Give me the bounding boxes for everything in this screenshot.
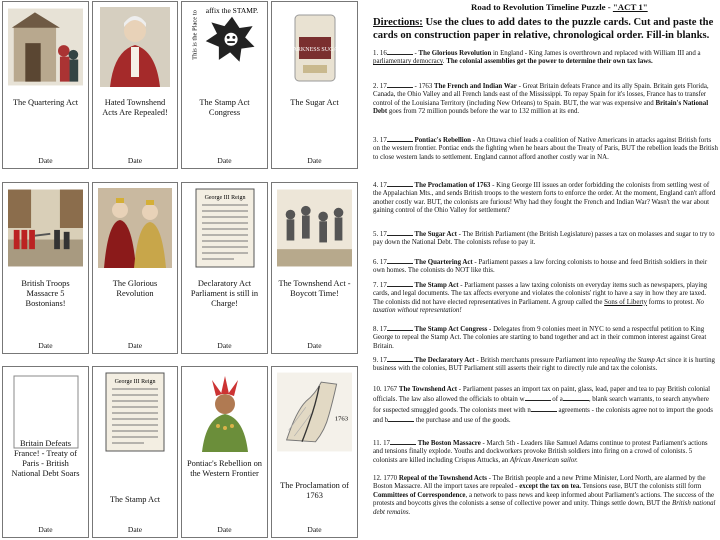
clue-item — [373, 280, 718, 316]
card-date: Date — [217, 525, 232, 534]
card-date: Date — [307, 156, 322, 165]
card-date: Date — [38, 156, 53, 165]
clue-text: of a — [550, 396, 563, 404]
clue-number: 6. 17 — [373, 259, 387, 266]
card-caption: British Troops Massacre 5 Bostonians! — [21, 279, 70, 308]
stamp-top-text: affix the STAMP. — [205, 6, 259, 16]
clue-text: , a network to pass news and keep informed about Parliament's actions. The success of the protests and boycotts gives the colonists a sense of collective power and unity. Things settle down, BUT the — [373, 491, 715, 508]
clue-text: - Parliament passes an import tax on paint, glass, lead, paper and tea to pay British colonial officials. The law also allowed the officials to obtain w — [373, 386, 711, 404]
card-caption: Britain Defeats France! - Treaty of Paris - British National Debt Soars — [11, 439, 80, 478]
clue-number: 12. 1770 — [373, 475, 398, 482]
clue-item — [373, 386, 718, 426]
clue-item — [373, 438, 718, 465]
clue-text: - The British Parliament (the British Legislature) passes a tax on molasses and sugar to try to pay down the National Debt. The colonists refuse to pay it. — [373, 231, 715, 247]
clue-text: - — [412, 50, 419, 57]
fill-in-blank[interactable] — [387, 81, 413, 88]
massacre-icon — [8, 187, 83, 269]
clue-emphasis: British national debt remains. — [373, 500, 716, 516]
document-icon — [98, 371, 172, 453]
card-caption: The Proclamation of 1763 — [280, 481, 349, 500]
page-title — [471, 2, 648, 12]
fill-in-blank[interactable] — [387, 180, 413, 187]
clue-text: - British merchants pressure Parliament into — [474, 357, 600, 364]
clue-item — [373, 229, 718, 248]
clue-event: The Quartering Act — [414, 259, 473, 266]
clue-number: 10. 1767 — [373, 386, 398, 393]
card-caption: The Sugar Act — [290, 98, 339, 107]
card-boston-massacre[interactable] — [2, 182, 89, 354]
clue-number: 1. 16 — [373, 50, 387, 57]
card-date: Date — [307, 525, 322, 534]
clue-event: Britain's National Debt — [373, 99, 709, 116]
card-townshend-boycott[interactable] — [271, 182, 358, 354]
chief-icon — [187, 371, 262, 453]
clue-text: - The British people and a new Prime Minister, Lord North, are alarmed by the Boston Massacre. All the import taxes are repealed - — [373, 475, 706, 491]
card-glorious-revolution[interactable] — [92, 182, 178, 354]
clue-text: - Parliament passes a law taxing colonists on everyday items such as newspapers, playing cards, and legal documents. The tax affects everyone and violates the colonists' right to have a say in how they are taxed. The colonists did not have elected representatives in Parliament. A group called the — [373, 282, 708, 306]
clue-number: 11. 17 — [373, 440, 390, 447]
clue-event: The Sugar Act — [414, 231, 457, 238]
clue-item — [373, 135, 718, 162]
card-date: Date — [307, 341, 322, 350]
fill-in-blank[interactable] — [525, 394, 551, 401]
card-treaty-of-paris[interactable] — [2, 366, 89, 538]
clue-number: 7. 17 — [373, 282, 387, 289]
clue-event: The Boston Massacre — [417, 440, 481, 447]
proclamation-header: George III Reign — [204, 195, 245, 201]
sugar-bag-label: HARKNESS SUGAR — [287, 47, 342, 53]
card-stamp-act-congress[interactable] — [181, 1, 268, 169]
clue-event: except the tax on tea. — [519, 483, 581, 491]
map-icon — [277, 371, 352, 453]
card-declaratory-act[interactable] — [181, 182, 268, 354]
clue-text: - March 5th - Leaders like Samuel Adams continue to protest Parliament's actions and tensions finally explode. Youths and dockworkers provoke British soldiers into firing on a crowd of colonists. 5 colonists are killed including Crispus Attucks, an — [373, 440, 708, 464]
stamp-icon — [187, 2, 262, 84]
card-date: Date — [217, 341, 232, 350]
clue-item — [373, 81, 718, 117]
directions-text: Use the clues to add dates to the puzzle cards. Cut and paste the cards on construction paper in relative, chronological order. Fill-in blanks. — [373, 17, 714, 41]
clue-text: - Parliament passes a law forcing colonists to house and feed British soldiers in their own homes. The colonists do NOT like this. — [373, 259, 708, 275]
card-stamp-act[interactable] — [92, 366, 178, 538]
card-date: Date — [38, 341, 53, 350]
document-header: George III Reign — [114, 379, 156, 385]
clue-text: - An Ottawa chief leads a coalition of Native Americans in attacks against British forts on the western frontier. Pontiac ends the fighting when he hears about the Treaty of Paris, BUT the rebellion leads the British to close western lands to settlement. England cannot afford another costly war in NA. — [373, 137, 718, 161]
clue-text: - King George III issues an order forbidding the colonists from settling west of the Appalachian Mts., and sends British troops to the western forts to enforce the order. At the moment, England can't afford another costly war. BUT, the colonists are furious! Why had they fought the French and Indian War? Wasn't the war about gaining control of the Ohio Valley for settlement? — [373, 182, 716, 215]
clue-text: agreements - the colonists agree not to import the goods and b — [373, 406, 713, 425]
clue-emphasis: African American sailor. — [510, 456, 578, 464]
card-date: Date — [38, 525, 53, 534]
clue-emphasis: No taxation without representation! — [373, 298, 704, 315]
clue-event: Repeal of the Townshend Acts — [398, 475, 487, 482]
clue-emphasis: repealing the Stamp Act — [599, 357, 666, 364]
clue-text: - Great Britain defeats France and its ally Spain. Britain gets Florida, Canada, the Ohio Valley and all French lands east of the Mississippi. To repay Spain for it's losses, France has to transfer control of the Louisiana Territory (including New Orleans) to Spain. BUT, the war was expensive and — [373, 83, 709, 107]
clue-text: - Delegates from 9 colonies meet in NYC to send a respectful petition to King George to repeal the Stamp Act. The colonies are starting to band together and act in their common interest against Great Britain. — [373, 326, 707, 350]
fill-in-blank[interactable] — [388, 415, 414, 422]
card-townshend-repealed[interactable] — [92, 1, 178, 169]
clue-event: The Townshend Act — [398, 386, 458, 393]
fill-in-blank[interactable] — [387, 355, 413, 362]
clue-text: since it is hurting business with the colonies, BUT Parliament still asserts their right to directly rule and tax the colonists. — [373, 357, 715, 373]
fill-in-blank[interactable] — [387, 229, 413, 236]
clue-text: in England - King James is overthrown and replaced with William III and a — [491, 50, 701, 57]
clue-event: The Stamp Act — [414, 282, 459, 289]
clue-term: parliamentary democracy — [373, 58, 443, 66]
card-caption: The Stamp Act Congress — [199, 98, 250, 117]
colonial-home-icon — [8, 6, 83, 88]
fill-in-blank[interactable] — [390, 438, 416, 445]
cartoon-icon — [277, 187, 352, 269]
card-date: Date — [127, 341, 143, 350]
clue-term: Sons of Liberty — [604, 298, 648, 306]
clue-text: Tensions ease, BUT the colonists still form — [581, 483, 702, 491]
portrait-icon — [98, 6, 172, 88]
clue-event: Pontiac's Rebellion — [414, 137, 471, 144]
card-quartering-act[interactable] — [2, 1, 89, 169]
card-caption: Pontiac's Rebellion on the Western Frontier — [186, 459, 262, 478]
card-caption: The Stamp Act — [109, 495, 161, 504]
title-act: "ACT 1" — [612, 2, 648, 12]
map-year-label: 1763 — [334, 415, 349, 423]
king-queen-icon — [98, 187, 172, 269]
card-date: Date — [127, 156, 143, 165]
fill-in-blank[interactable] — [387, 280, 413, 287]
clue-text: , blank search warrants, to search anywhere for suspected smuggled goods. The colonists meet with n — [373, 396, 709, 414]
card-caption: The Glorious Revolution — [112, 279, 158, 298]
sugar-bag-icon — [277, 6, 352, 88]
card-caption: The Quartering Act — [12, 98, 79, 107]
fill-in-blank[interactable] — [387, 135, 413, 142]
card-caption: Declaratory Act Parliament is still in Charge! — [190, 279, 259, 308]
card-date: Date — [217, 156, 232, 165]
clue-number: 4. 17 — [373, 182, 387, 189]
card-date: Date — [127, 525, 143, 534]
fill-in-blank[interactable] — [387, 257, 413, 264]
clue-event: Committees of Correspondence — [373, 491, 466, 499]
clue-number: 2. 17 — [373, 83, 387, 90]
clue-item — [373, 48, 718, 67]
directions — [373, 16, 716, 42]
clue-item — [373, 475, 718, 517]
clue-number: 3. 17 — [373, 137, 387, 144]
clue-text: . — [442, 58, 447, 66]
card-sugar-act[interactable] — [271, 1, 358, 169]
clue-text: goes from 72 million pounds before the war to 132 million at its end. — [387, 108, 580, 116]
fill-in-blank[interactable] — [563, 394, 589, 401]
title-main: Road to Revolution Timeline Puzzle - — [471, 2, 613, 12]
card-caption: The Townshend Act - Boycott Time! — [278, 279, 351, 298]
fill-in-blank[interactable] — [531, 405, 557, 412]
clue-number: 8. 17 — [373, 326, 387, 333]
directions-label: Directions: — [373, 17, 423, 28]
clue-text: forms to protest. — [647, 298, 696, 306]
clue-event: The colonial assemblies get the power to determine their own tax laws. — [446, 58, 653, 66]
clue-item — [373, 180, 718, 216]
clue-event: The Glorious Revolution — [418, 50, 492, 57]
clue-text: the purchase and use of the goods. — [414, 417, 511, 425]
clue-item — [373, 355, 718, 374]
clue-item — [373, 324, 718, 351]
clue-text: - 1763 — [412, 83, 435, 90]
clue-event: The Stamp Act Congress — [414, 326, 488, 333]
clue-item — [373, 257, 718, 276]
card-pontiacs-rebellion[interactable] — [181, 366, 268, 538]
stamp-side-text: This is the Place to — [191, 10, 199, 60]
proclamation-icon — [187, 187, 262, 269]
clue-number: 9. 17 — [373, 357, 387, 364]
card-proclamation-1763[interactable] — [271, 366, 358, 538]
fill-in-blank[interactable] — [387, 324, 413, 331]
clue-event: The Declaratory Act — [414, 357, 475, 364]
clue-event: The French and Indian War — [434, 83, 517, 90]
fill-in-blank[interactable] — [387, 48, 413, 55]
clue-event: The Proclamation of 1763 — [414, 182, 491, 189]
card-caption: Hated Townshend Acts Are Repealed! — [102, 98, 168, 117]
clue-number: 5. 17 — [373, 231, 387, 238]
